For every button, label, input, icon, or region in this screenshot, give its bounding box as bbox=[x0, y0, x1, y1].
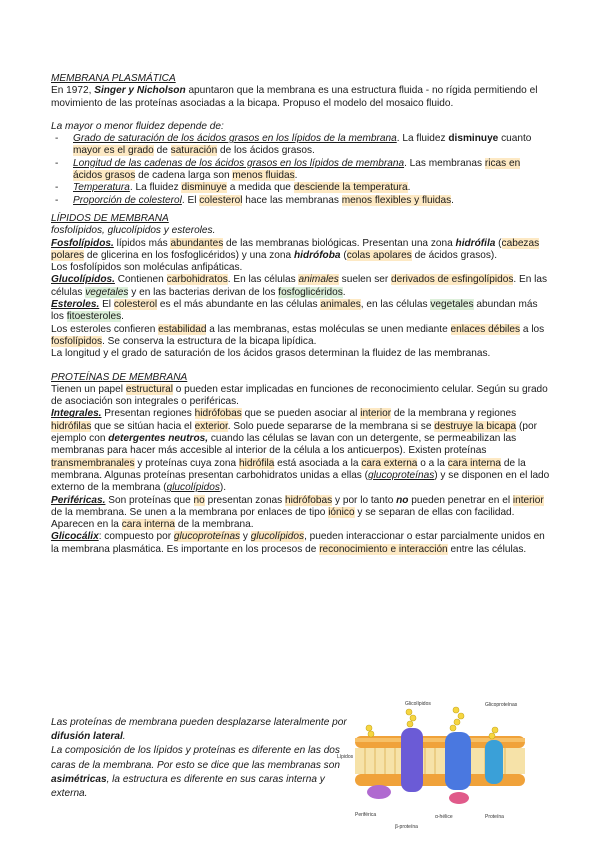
highlight: colesterol bbox=[199, 194, 243, 206]
highlight: cara externa bbox=[361, 457, 418, 469]
highlight: fosfoglicéridos bbox=[278, 286, 343, 298]
text: de bbox=[153, 145, 171, 157]
text: ( bbox=[340, 249, 347, 261]
text: . La fluidez bbox=[129, 182, 182, 194]
membrane-diagram bbox=[335, 698, 550, 840]
text: . bbox=[294, 170, 298, 182]
text: : compuesto por bbox=[98, 531, 174, 543]
fosfolipidos-paragraph bbox=[51, 238, 551, 263]
glucolipidos-paragraph bbox=[51, 274, 551, 299]
text: a los bbox=[520, 323, 545, 335]
highlight: saturación bbox=[170, 145, 218, 157]
list-item bbox=[51, 158, 551, 183]
confieren-paragraph bbox=[51, 324, 551, 349]
bold-text: detergentes neutros, bbox=[108, 433, 209, 445]
text: Tienen un papel bbox=[51, 383, 126, 395]
highlight: menos flexibles y fluidas bbox=[341, 194, 452, 206]
text: cuanto bbox=[498, 133, 532, 145]
label-helix: α-hélice bbox=[435, 814, 453, 820]
text: . bbox=[407, 182, 411, 194]
text: de ácidos grasos). bbox=[411, 249, 498, 261]
text: de los ácidos grasos. bbox=[217, 145, 315, 157]
highlight: abundantes bbox=[170, 237, 224, 249]
membrana-intro bbox=[51, 85, 551, 110]
text: y se separan de ellas con facilidad. Aparecen en la bbox=[51, 506, 515, 531]
highlight: hidrófila bbox=[238, 457, 275, 469]
text: apuntaron que la membrana es una estructura fluida - no rígida permitiendo el movimiento de las proteínas asociadas a la bicapa. Propuso el modelo del mosaico fluido. bbox=[51, 85, 538, 109]
glicocalix-paragraph bbox=[51, 531, 551, 556]
text: de la membrana. Se unen a la membrana por enlaces de tipo bbox=[51, 506, 329, 518]
highlight: vegetales bbox=[430, 299, 474, 311]
text: . En las células bbox=[227, 274, 299, 286]
integral-protein bbox=[445, 732, 471, 790]
highlight: carbohidratos bbox=[166, 274, 228, 286]
highlight: exterior bbox=[194, 420, 228, 432]
highlight: fosfolípidos bbox=[51, 335, 103, 347]
bold-text: asimétricas bbox=[51, 773, 107, 785]
peripheral-protein bbox=[367, 785, 391, 799]
highlight: ricas en ácidos grasos bbox=[73, 157, 521, 182]
text: , en las células bbox=[360, 299, 431, 311]
highlight: estructural bbox=[125, 383, 173, 395]
highlight: hidrófilas bbox=[51, 420, 92, 432]
term: Periféricas. bbox=[51, 494, 106, 506]
bold-text: difusión lateral bbox=[51, 731, 123, 743]
term: Temperatura bbox=[73, 182, 130, 194]
list-item bbox=[51, 195, 551, 207]
text: o pueden estar implicadas en funciones de reconocimiento celular. Según su grado de asociación son integrales o periféricas. bbox=[51, 383, 548, 408]
text: y por lo tanto bbox=[332, 494, 397, 506]
text: (por ejemplo con bbox=[51, 420, 537, 445]
bold-text: disminuye bbox=[448, 133, 499, 145]
text: ) y se disponen en el lado externo de la membrana ( bbox=[51, 469, 550, 494]
term: Proporción de colesterol bbox=[73, 194, 182, 206]
text: . La fluidez bbox=[396, 133, 449, 145]
term: Fosfolípidos. bbox=[51, 237, 114, 249]
label-integral: Proteína bbox=[485, 814, 504, 820]
text: . bbox=[342, 286, 346, 298]
highlight: menos fluidas bbox=[232, 170, 295, 182]
text: de la membrana. bbox=[175, 519, 254, 531]
bold-text: hidrófila bbox=[455, 237, 496, 249]
text: La composición de los lípidos y proteínas es diferente en las dos caras de la membrana. Por esto se dice que las membranas son bbox=[51, 745, 340, 771]
integral-protein bbox=[401, 728, 423, 792]
asimetricas-paragraph bbox=[51, 744, 351, 801]
text: de glicerina en los fosfoglicéridos) y una zona bbox=[84, 249, 294, 261]
highlight: hidrófobas bbox=[194, 408, 242, 420]
highlight: estabilidad bbox=[158, 323, 207, 335]
highlight: cabezas polares bbox=[51, 237, 540, 261]
text: a medida que bbox=[226, 182, 294, 194]
text: El bbox=[99, 299, 114, 311]
highlight: derivados de esfingolípidos bbox=[391, 274, 514, 286]
highlight: hidrófobas bbox=[285, 494, 333, 506]
term: glucoproteínas bbox=[368, 469, 435, 481]
highlight: glucoproteínas bbox=[173, 531, 241, 543]
text: de la membrana y regiones bbox=[391, 408, 517, 420]
term: glucolípidos bbox=[166, 482, 220, 494]
highlight: fitoesteroles bbox=[66, 311, 122, 323]
text: que se pueden asociar al bbox=[241, 408, 361, 420]
text: . El bbox=[181, 194, 200, 206]
highlight: cara interna bbox=[121, 519, 176, 531]
text: Son proteínas que bbox=[105, 494, 194, 506]
section-title-lipidos: LÍPIDOS DE MEMBRANA bbox=[51, 212, 169, 224]
highlight: colas apolares bbox=[346, 249, 412, 261]
text: Los esteroles confieren bbox=[51, 323, 159, 335]
text: entre las células. bbox=[447, 543, 527, 555]
proteinas-intro bbox=[51, 384, 551, 409]
text: y bbox=[240, 531, 251, 543]
highlight: glucolípidos bbox=[250, 531, 305, 543]
text: suelen ser bbox=[338, 274, 392, 286]
esteroles-paragraph bbox=[51, 299, 551, 324]
term: Glucolípidos. bbox=[51, 274, 115, 286]
fluidez-list bbox=[51, 133, 551, 207]
fluidez-intro: La mayor o menor fluidez depende de: bbox=[51, 120, 224, 132]
bold-text: hidrófoba bbox=[293, 249, 341, 261]
integrales-paragraph bbox=[51, 408, 551, 494]
label-lipids: Lípidos bbox=[337, 754, 354, 760]
highlight: animales bbox=[298, 274, 339, 286]
text: , pueden interaccionar o estar parcialmente unidos en la membrana plasmática. Es importante en los procesos de bbox=[51, 531, 545, 555]
text: . Se conserva la estructura de la bicapa lipídica. bbox=[102, 335, 317, 347]
label-peripheral: Periférica bbox=[355, 812, 377, 818]
text: Contienen bbox=[114, 274, 167, 286]
membrane-illustration bbox=[335, 698, 550, 840]
text: . En las células bbox=[51, 274, 548, 298]
perifericas-paragraph bbox=[51, 495, 551, 532]
term: Glicocálix bbox=[51, 531, 99, 543]
text: ). bbox=[219, 482, 227, 494]
text: de cadena larga son bbox=[135, 170, 233, 182]
section-title-proteinas: PROTEÍNAS DE MEMBRANA bbox=[51, 371, 188, 383]
text: . bbox=[122, 731, 126, 743]
highlight: transmembranales bbox=[51, 457, 135, 469]
label-glycolipid: Glicolípidos bbox=[405, 701, 431, 707]
list-item bbox=[51, 133, 551, 158]
text: . Solo puede separarse de la membrana si se bbox=[227, 420, 435, 432]
page-content bbox=[51, 73, 551, 556]
text: En 1972, bbox=[51, 85, 95, 97]
text: abundan más los bbox=[51, 299, 538, 323]
term: Longitud de las cadenas de los ácidos grasos en los lípidos de membrana bbox=[73, 157, 405, 169]
peripheral-protein bbox=[449, 792, 469, 804]
highlight: destruye la bicapa bbox=[434, 420, 517, 432]
highlight: animales bbox=[320, 299, 361, 311]
list-item bbox=[51, 182, 551, 194]
text: y proteínas cuya zona bbox=[134, 457, 239, 469]
longitud-paragraph: La longitud y el grado de saturación de los ácidos grasos determinan la fluidez de las membranas. bbox=[51, 348, 491, 360]
highlight: interior bbox=[360, 408, 392, 420]
text: de las membranas biológicas. Presentan una zona bbox=[223, 237, 456, 249]
difusion-paragraph bbox=[51, 716, 351, 744]
text: está asociada a la bbox=[274, 457, 362, 469]
text: pueden penetrar en el bbox=[408, 494, 513, 506]
highlight: mayor es el grado bbox=[73, 145, 154, 157]
text: que se sitúan hacia el bbox=[91, 420, 195, 432]
text: lípidos más bbox=[113, 237, 171, 249]
highlight: disminuye bbox=[181, 182, 227, 194]
text: presentan zonas bbox=[204, 494, 286, 506]
anfipaticas: Los fosfolípidos son moléculas anfipáticas. bbox=[51, 262, 243, 274]
section-title-membrana: MEMBRANA PLASMÁTICA bbox=[51, 73, 176, 84]
text: o a la bbox=[417, 457, 448, 469]
highlight: interior bbox=[512, 494, 544, 506]
term: Integrales. bbox=[51, 408, 102, 420]
highlight: reconocimiento e interacción bbox=[319, 543, 448, 555]
label-glycoprotein: Glicoproteínas bbox=[485, 702, 518, 708]
highlight: cara interna bbox=[447, 457, 502, 469]
text: . Las membranas bbox=[404, 157, 485, 169]
authors: Singer y Nicholson bbox=[94, 85, 186, 97]
text: a las membranas, estas moléculas se unen mediante bbox=[206, 323, 451, 335]
text: , la estructura es diferente en sus caras interna y externa. bbox=[51, 773, 325, 800]
bottom-note bbox=[51, 716, 351, 801]
highlight: colesterol bbox=[113, 299, 158, 311]
text: es el más abundante en las células bbox=[157, 299, 321, 311]
bold-text: no bbox=[396, 494, 409, 506]
text: . bbox=[121, 311, 124, 323]
text: . bbox=[451, 194, 454, 206]
carbohydrate-chains bbox=[366, 707, 498, 739]
text: Presentan regiones bbox=[101, 408, 195, 420]
text: hace las membranas bbox=[242, 194, 342, 206]
highlight: iónico bbox=[328, 506, 355, 518]
integral-protein bbox=[485, 740, 503, 784]
highlight: vegetales bbox=[85, 286, 129, 298]
text: Las proteínas de membrana pueden desplazarse lateralmente por bbox=[51, 717, 347, 728]
text: ( bbox=[495, 237, 502, 249]
text: de la membrana. Algunas proteínas presentan carbohidratos unidas a ellas ( bbox=[51, 457, 526, 481]
text: cuando las células se lavan con un detergente, se permeabilizan las membranas para hacer más accesible al interior de la célula a los anticuerpos). Existen proteínas bbox=[51, 433, 517, 457]
highlight: enlaces débiles bbox=[450, 323, 521, 335]
term: Esteroles. bbox=[51, 299, 100, 311]
term: Grado de saturación de los ácidos grasos en los lípidos de la membrana bbox=[73, 133, 397, 145]
highlight: no bbox=[193, 494, 205, 506]
highlight: desciende la temperatura bbox=[293, 182, 408, 194]
label-proteins: β-proteína bbox=[395, 824, 418, 830]
lipidos-subtitle: fosfolípidos, glucolípidos y esteroles. bbox=[51, 225, 216, 237]
text: y en las bacterias derivan de los bbox=[128, 286, 279, 298]
